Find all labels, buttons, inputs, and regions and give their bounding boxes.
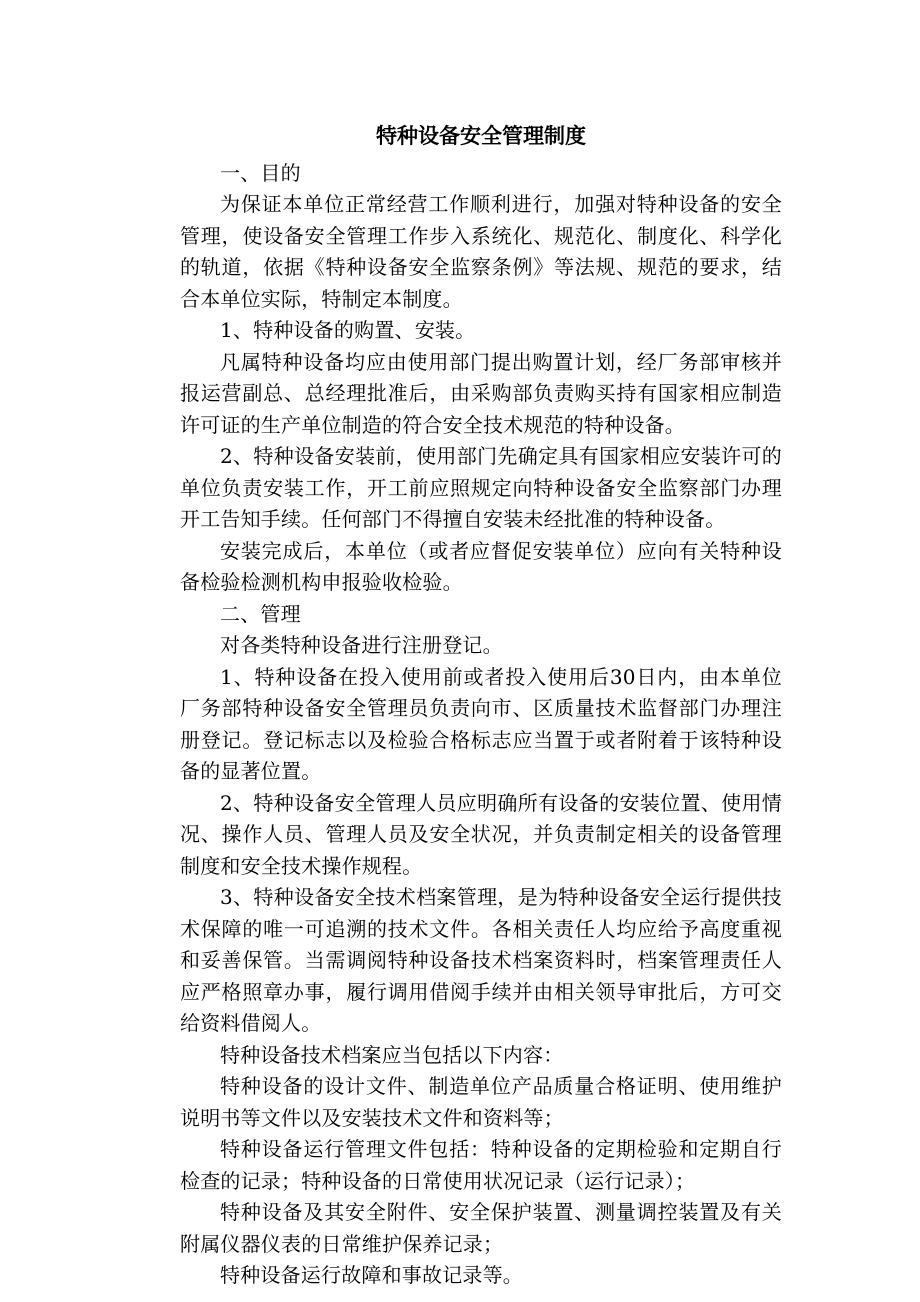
item-management-staff: 2、特种设备安全管理人员应明确所有设备的安装位置、使用情况、操作人员、管理人员及安全状况，并负责制定相关的设备管理制度和安全技术操作规程。 [180, 790, 782, 878]
item-archive-management: 3、特种设备安全技术档案管理，是为特种设备安全运行提供技术保障的唯一可追溯的技术文件。各相关责任人均应给予高度重视和妥善保管。当需调阅特种设备技术档案资料时，档案管理责任人应严格照章办事，履行调用借阅手续并由相关领导审批后，方可交给资料借阅人。 [180, 885, 782, 1035]
section-heading-purpose: 一、目的 [220, 160, 301, 185]
item-registration: 1、特种设备在投入使用前或者投入使用后30日内，由本单位厂务部特种设备安全管理员负责向市、区质量技术监督部门办理注册登记。登记标志以及检验合格标志应当置于或者附着于该特种设备的显著位置。 [180, 664, 782, 783]
list-item-maintenance-records: 特种设备及其安全附件、安全保护装置、测量调控装置及有关附属仪器仪表的日常维护保养记录； [180, 1200, 782, 1256]
paragraph-registration: 对各类特种设备进行注册登记。 [220, 633, 503, 657]
list-item-operation-files: 特种设备运行管理文件包括：特种设备的定期检验和定期自行检查的记录；特种设备的日常使用状况记录（运行记录）； [180, 1137, 782, 1193]
item-before-install: 2、特种设备安装前，使用部门先确定具有国家相应安装许可的单位负责安装工作，开工前应照规定向特种设备安全监察部门办理开工告知手续。任何部门不得擅自安装未经批准的特种设备。 [180, 444, 782, 531]
item-purchase-install: 1、特种设备的购置、安装。 [220, 318, 476, 342]
list-item-design-files: 特种设备的设计文件、制造单位产品质量合格证明、使用维护说明书等文件以及安装技术文件和资料等； [180, 1074, 782, 1130]
paragraph-after-install: 安装完成后，本单位（或者应督促安装单位）应向有关特种设备检验检测机构申报验收检验。 [180, 538, 782, 594]
paragraph-purchase: 凡属特种设备均应由使用部门提出购置计划，经厂务部审核并报运营副总、总经理批准后，由采购部负责购买持有国家相应制造许可证的生产单位制造的符合安全技术规范的特种设备。 [180, 349, 782, 437]
paragraph-archive-contents: 特种设备技术档案应当包括以下内容： [220, 1042, 564, 1067]
paragraph-purpose: 为保证本单位正常经营工作顺利进行，加强对特种设备的安全管理，使设备安全管理工作步入系统化、规范化、制度化、科学化的轨道，依据《特种设备安全监察条例》等法规、规范的要求，结合本单位实际，特制定本制度。 [180, 192, 782, 311]
section-heading-management: 二、管理 [220, 601, 301, 626]
document-title: 特种设备安全管理制度 [376, 123, 586, 148]
document-body [180, 120, 782, 1292]
list-item-fault-records: 特种设备运行故障和事故记录等。 [220, 1263, 523, 1287]
